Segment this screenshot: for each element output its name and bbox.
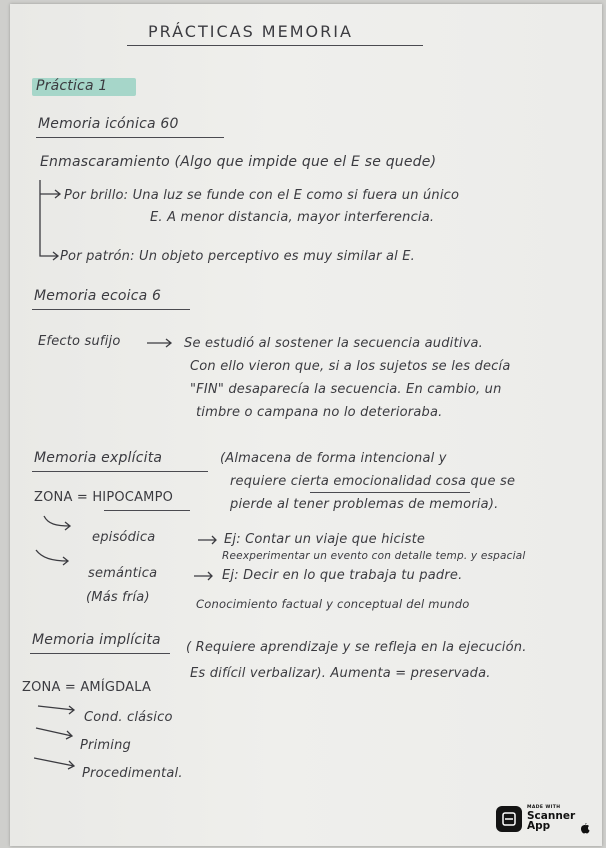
- text-line: Con ello vieron que, si a los sujetos se les decía: [190, 359, 511, 374]
- type-label-semantic: semántica: [88, 566, 158, 581]
- badge-title: Scanner: [527, 809, 576, 822]
- text-line: Efecto sufijo: [38, 334, 121, 349]
- arrow-right-icon: [192, 571, 216, 581]
- branch-arrow-icon: [40, 512, 80, 532]
- text-line: Ej: Decir en lo que trabaja tu padre.: [222, 568, 463, 583]
- text-line: "FIN" desaparecía la secuencia. En cambio, un: [190, 382, 502, 397]
- text-line: Es difícil verbalizar). Aumenta = preservada.: [190, 666, 491, 681]
- scanner-app-icon: [496, 806, 522, 832]
- badge-title: App: [527, 820, 551, 833]
- zone-label: ZONA = AMÍGDALA: [22, 680, 152, 695]
- type-label-episodic: episódica: [92, 530, 156, 545]
- section-heading-echoic: Memoria ecoica 6: [34, 288, 162, 304]
- badge-caption: MADE WITH: [527, 805, 561, 811]
- branch-arrow-icon: [32, 546, 78, 568]
- list-item: Priming: [80, 738, 131, 753]
- text-line: Por brillo: Una luz se funde con el E como si fuera un único: [64, 188, 460, 203]
- semantic-tag: (Más fría): [86, 590, 150, 605]
- heading-underline: [30, 653, 170, 654]
- text-line: E. A menor distancia, mayor interferencia.: [150, 210, 435, 225]
- arrow-right-icon: [145, 337, 175, 349]
- text-line: Enmascaramiento (Algo que impide que el E se quede): [40, 154, 437, 170]
- section-heading-explicit: Memoria explícita: [34, 450, 163, 466]
- text-line: pierde al tener problemas de memoria).: [230, 497, 499, 512]
- section-heading-implicit: Memoria implícita: [32, 632, 161, 648]
- zone-underline: [104, 510, 190, 511]
- branch-arrow-icon: [34, 700, 84, 780]
- heading-underline: [36, 137, 224, 138]
- practice-heading: Práctica 1: [36, 78, 108, 94]
- text-line: Se estudió al sostener la secuencia auditiva.: [184, 336, 483, 351]
- heading-underline: [32, 471, 208, 472]
- text-line: (Almacena de forma intencional y: [220, 451, 447, 466]
- list-item: Procedimental.: [82, 766, 183, 781]
- heading-underline: [32, 309, 190, 310]
- text-line: Reexperimentar un evento con detalle temp. y espacial: [222, 550, 526, 562]
- list-item: Cond. clásico: [84, 710, 173, 725]
- section-heading-iconic: Memoria icónica 60: [38, 116, 179, 132]
- underline-emphasis: [310, 492, 470, 493]
- text-line: Por patrón: Un objeto perceptivo es muy similar al E.: [60, 249, 416, 264]
- page-title: PRÁCTICAS MEMORIA: [148, 22, 353, 41]
- arrow-right-icon: [196, 535, 220, 545]
- text-line: ( Requiere aprendizaje y se refleja en la ejecución.: [186, 640, 527, 655]
- apple-logo-icon: [580, 822, 590, 834]
- text-line: Conocimiento factual y conceptual del mundo: [196, 597, 470, 611]
- text-line: Ej: Contar un viaje que hiciste: [224, 532, 426, 547]
- zone-label: ZONA = HIPOCAMPO: [34, 490, 174, 505]
- text-line: requiere cierta emocionalidad cosa que se: [230, 474, 516, 489]
- title-underline: [127, 45, 423, 46]
- scanner-app-badge: [496, 804, 592, 834]
- text-line: timbre o campana no lo deterioraba.: [196, 405, 443, 420]
